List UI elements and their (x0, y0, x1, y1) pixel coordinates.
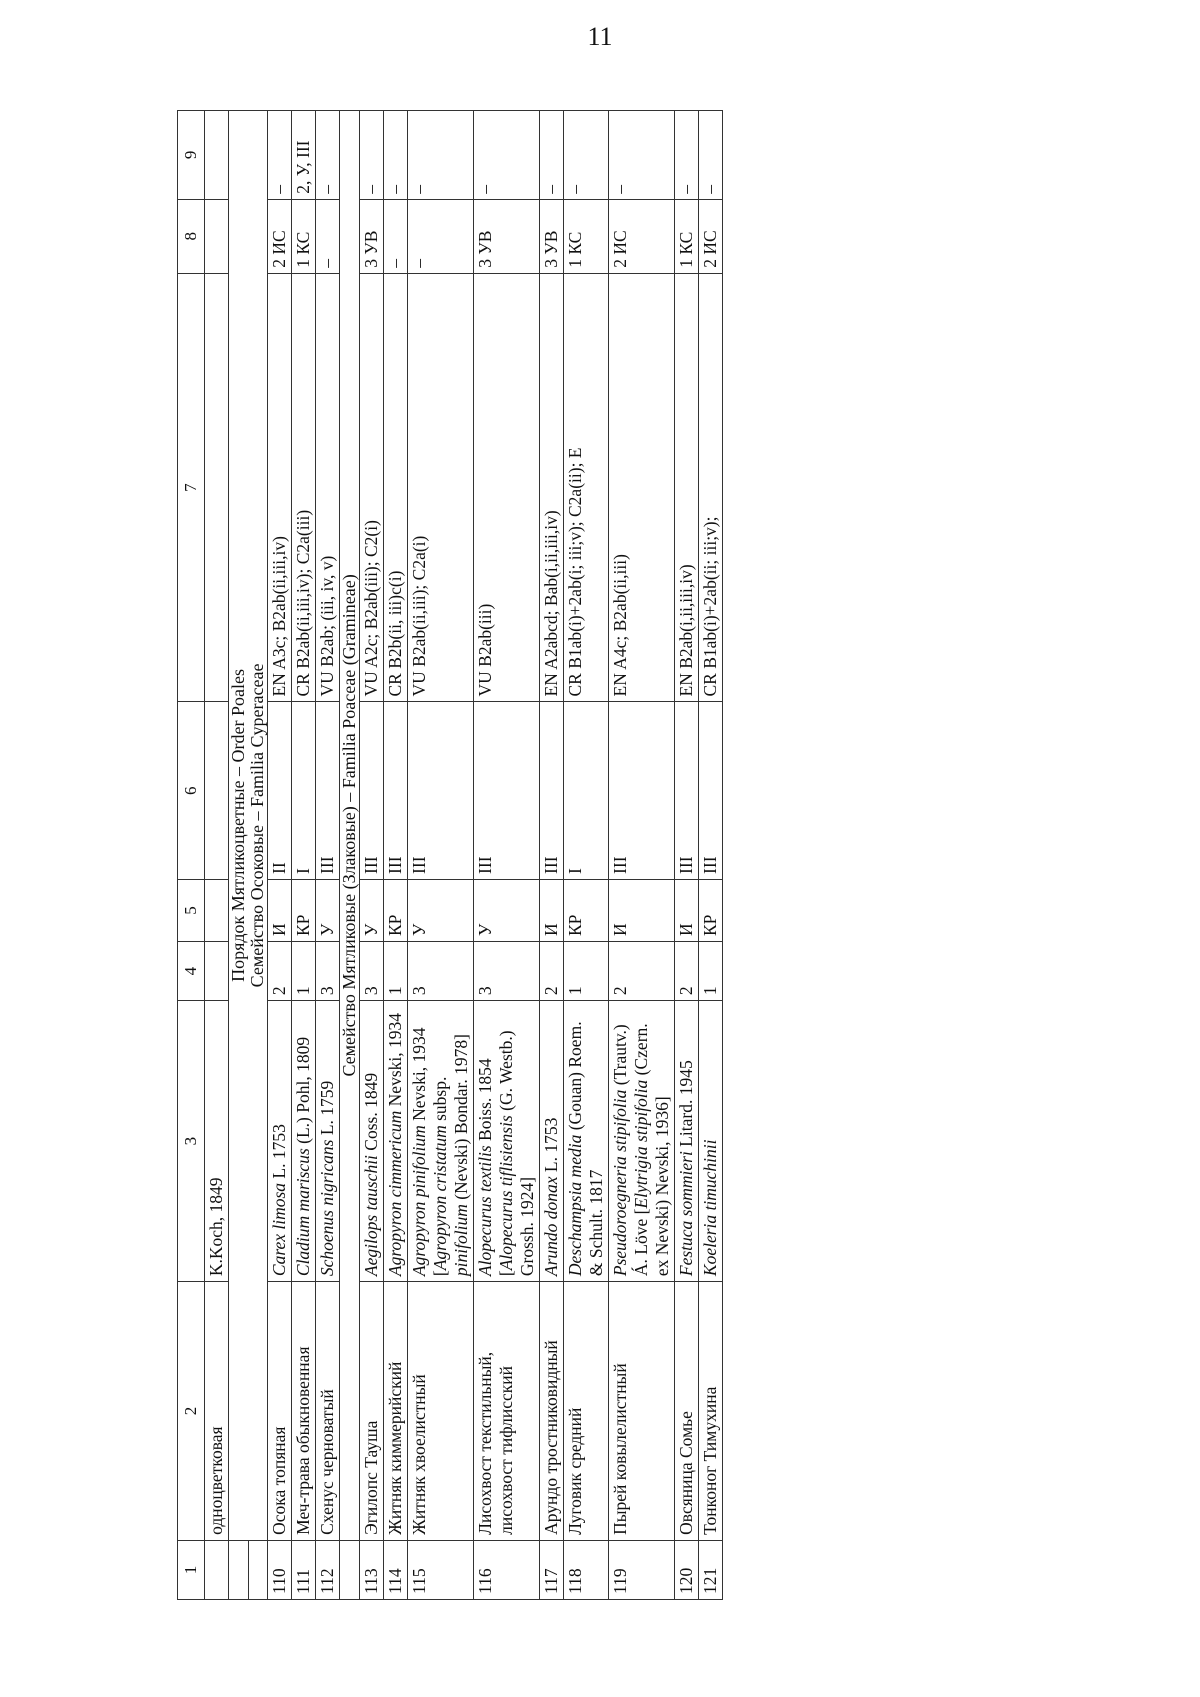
latin-name (540, 1001, 564, 1282)
other-status: – (540, 111, 564, 200)
priority-class: III (474, 702, 540, 879)
iucn-criteria: VU B2ab(iii) (474, 273, 540, 702)
status-code: КР (292, 879, 316, 941)
latin-name-plain: L. 1759 (317, 1080, 338, 1140)
status-code: У (408, 879, 474, 941)
common-name: Овсяница Сомье (675, 1282, 699, 1541)
table-row (474, 111, 540, 1600)
latin-name-plain: subsp. (430, 1076, 451, 1126)
status-code: У (474, 879, 540, 941)
status-code: КР (384, 879, 408, 941)
family-title: Семейство Осоковые – Familia Cyperaceae (248, 111, 267, 1541)
status-code: КР (699, 879, 723, 941)
section-number-cell (340, 1540, 360, 1599)
regional-status: – (316, 199, 340, 273)
section-number-cell (248, 1540, 267, 1599)
latin-name-italic: Carex limosa (269, 1182, 290, 1277)
common-name: Схенус черноватый (316, 1282, 340, 1541)
category-number: 3 (408, 942, 474, 1001)
status-code: КР (564, 879, 609, 941)
priority-class (205, 702, 229, 879)
priority-class: III (699, 702, 723, 879)
table-row (408, 111, 474, 1600)
latin-name (292, 1001, 316, 1282)
iucn-criteria: VU A2c; B2ab(iii); C2(i) (360, 273, 384, 702)
category-number (205, 942, 229, 1001)
row-number: 120 (675, 1540, 699, 1599)
category-number: 3 (360, 942, 384, 1001)
latin-name (564, 1001, 609, 1282)
species-table (177, 110, 723, 1600)
regional-status: 1 КС (675, 199, 699, 273)
latin-name-italic: Festuca sommieri (676, 1151, 697, 1277)
rotated-table-container (177, 110, 1127, 1600)
category-number: 1 (384, 942, 408, 1001)
status-code: У (360, 879, 384, 941)
latin-name-plain: Litard. 1945 (676, 1060, 697, 1152)
common-name: Лисохвост текстильный, лисохвост тифлисский (474, 1282, 540, 1541)
latin-name (360, 1001, 384, 1282)
latin-name-plain: (Nevski) Bondar. 1978] (451, 1034, 472, 1205)
priority-class: I (292, 702, 316, 879)
regional-status: 2 ИС (609, 199, 675, 273)
latin-name-plain: Coss. 1849 (361, 1072, 382, 1156)
regional-status (205, 199, 229, 273)
latin-name-plain: L. 1753 (541, 1117, 562, 1177)
col-header-8: 8 (178, 199, 205, 273)
other-status: – (564, 111, 609, 200)
other-status: 2, У, III (292, 111, 316, 200)
latin-name (408, 1001, 474, 1282)
latin-name-plain: Boiss. 1854 [ (475, 1058, 517, 1277)
latin-name-italic: Koeleria timuchinii (700, 1139, 721, 1277)
other-status: – (360, 111, 384, 200)
common-name: Осока топяная (268, 1282, 292, 1541)
priority-class: III (540, 702, 564, 879)
other-status (205, 111, 229, 200)
priority-class: III (675, 702, 699, 879)
category-number: 1 (564, 942, 609, 1001)
table-row (540, 111, 564, 1600)
status-code: И (540, 879, 564, 941)
regional-status: 2 ИС (268, 199, 292, 273)
col-header-9: 9 (178, 111, 205, 200)
row-number (205, 1540, 229, 1599)
latin-name-italic: Elytrigia stipifolia (631, 1079, 652, 1209)
latin-name-plain: (Gouan) Roem. & Schult. 1817 (565, 1021, 607, 1277)
priority-class: I (564, 702, 609, 879)
latin-name (384, 1001, 408, 1282)
latin-name-plain: (Czern. ex Nevski) Nevski, 1936] (631, 1023, 673, 1277)
row-number: 118 (564, 1540, 609, 1599)
priority-class: III (316, 702, 340, 879)
common-name: одноцветковая (205, 1282, 229, 1541)
table-row (564, 111, 609, 1600)
table-body (178, 111, 723, 1600)
col-header-7: 7 (178, 273, 205, 702)
common-name: Пырей ковылелистный (609, 1282, 675, 1541)
latin-name-plain: Nevski, 1934 [ (409, 1027, 451, 1277)
table-row (292, 111, 316, 1600)
row-number: 112 (316, 1540, 340, 1599)
col-header-5: 5 (178, 879, 205, 941)
page-number: 11 (587, 22, 613, 51)
row-number: 110 (268, 1540, 292, 1599)
latin-name-plain: (Trautv.) Á. Löve [ (610, 1024, 652, 1277)
other-status: – (675, 111, 699, 200)
priority-class: II (268, 702, 292, 879)
iucn-criteria: VU B2ab(ii,iii); C2a(i) (408, 273, 474, 702)
col-header-6: 6 (178, 702, 205, 879)
iucn-criteria (205, 273, 229, 702)
regional-status: 3 УВ (474, 199, 540, 273)
row-number: 117 (540, 1540, 564, 1599)
latin-name-italic: Alopecurus tiflisiensis (496, 1115, 517, 1271)
common-name: Луговик средний (564, 1282, 609, 1541)
latin-name-italic: Cladium mariscus (293, 1148, 314, 1277)
priority-class: III (408, 702, 474, 879)
common-name: Тонконог Тимухина (699, 1282, 723, 1541)
table-row (360, 111, 384, 1600)
regional-status: 1 КС (292, 199, 316, 273)
latin-name-plain: Nevski, 1934 (385, 1013, 406, 1111)
iucn-criteria: CR B1ab(i)+2ab(ii; iii;v); (699, 273, 723, 702)
latin-name-plain: (L.) Pohl, 1809 (293, 1036, 314, 1149)
order-title: Порядок Мятликоцветные – Order Poales (229, 111, 248, 1541)
latin-name-italic: Agropyron cimmericum (385, 1110, 406, 1277)
row-number: 113 (360, 1540, 384, 1599)
latin-name (268, 1001, 292, 1282)
row-number: 121 (699, 1540, 723, 1599)
latin-name-italic: Arundo donax (541, 1176, 562, 1277)
latin-name-italic: Deschampsia media (565, 1134, 586, 1277)
status-code (205, 879, 229, 941)
latin-name-italic: Agropyron pinifolium (409, 1125, 430, 1277)
category-number: 2 (675, 942, 699, 1001)
status-code: И (609, 879, 675, 941)
section-header-row (340, 111, 360, 1600)
regional-status: 3 УВ (360, 199, 384, 273)
iucn-criteria: EN A2abcd; Bab(i,ii,iii,iv) (540, 273, 564, 702)
latin-name-plain: L. 1753 (269, 1124, 290, 1183)
common-name: Житняк хвоелистный (408, 1282, 474, 1541)
other-status: – (316, 111, 340, 200)
latin-name (205, 1001, 229, 1282)
other-status: – (699, 111, 723, 200)
latin-name (675, 1001, 699, 1282)
latin-name-italic: Agropyron cristatum (430, 1125, 451, 1271)
section-header-row (229, 111, 248, 1600)
latin-name (316, 1001, 340, 1282)
latin-name-plain: K.Koch, 1849 (206, 1177, 227, 1277)
latin-name-italic: Schoenus nigricans (317, 1139, 338, 1277)
iucn-criteria: VU B2ab; (iii, iv, v) (316, 273, 340, 702)
latin-name (699, 1001, 723, 1282)
latin-name-italic: Pseudoroegneria stipifolia (610, 1089, 631, 1277)
col-header-1: 1 (178, 1540, 205, 1599)
latin-name-italic: pinifolium (451, 1204, 472, 1277)
column-number-row (178, 111, 205, 1600)
category-number: 2 (609, 942, 675, 1001)
iucn-criteria: EN A3c; B2ab(ii,iii,iv) (268, 273, 292, 702)
other-status: – (408, 111, 474, 200)
section-header-row (248, 111, 267, 1600)
row-number: 116 (474, 1540, 540, 1599)
continued-row (205, 111, 229, 1600)
other-status: – (609, 111, 675, 200)
col-header-3: 3 (178, 1001, 205, 1282)
common-name: Эгилопс Тауша (360, 1282, 384, 1541)
priority-class: III (609, 702, 675, 879)
priority-class: III (384, 702, 408, 879)
col-header-2: 2 (178, 1282, 205, 1541)
col-header-4: 4 (178, 942, 205, 1001)
table-row (384, 111, 408, 1600)
common-name: Житняк киммерийский (384, 1282, 408, 1541)
other-status: – (474, 111, 540, 200)
status-code: И (675, 879, 699, 941)
common-name: Арундо тростниковидный (540, 1282, 564, 1541)
other-status: – (384, 111, 408, 200)
latin-name-plain: (G. Westb.) Grossh. 1924] (496, 1030, 538, 1277)
common-name: Меч-трава обыкновенная (292, 1282, 316, 1541)
regional-status: – (384, 199, 408, 273)
table-row (675, 111, 699, 1600)
table-row (268, 111, 292, 1600)
category-number: 1 (292, 942, 316, 1001)
status-code: И (268, 879, 292, 941)
latin-name (609, 1001, 675, 1282)
latin-name (474, 1001, 540, 1282)
priority-class: III (360, 702, 384, 879)
category-number: 3 (316, 942, 340, 1001)
table-row (699, 111, 723, 1600)
row-number: 114 (384, 1540, 408, 1599)
family-title: Семейство Мятликовые (Злаковые) – Familia Poaceae (Gramineae) (340, 111, 360, 1541)
table-row (316, 111, 340, 1600)
status-code: У (316, 879, 340, 941)
iucn-criteria: CR B1ab(i)+2ab(i; iii;v); C2a(ii); E (564, 273, 609, 702)
regional-status: 1 КС (564, 199, 609, 273)
iucn-criteria: CR B2ab(ii,iii,iv); C2a(iii) (292, 273, 316, 702)
row-number: 115 (408, 1540, 474, 1599)
iucn-criteria: EN B2ab(i,ii,iii,iv) (675, 273, 699, 702)
category-number: 2 (268, 942, 292, 1001)
regional-status: – (408, 199, 474, 273)
regional-status: 3 УВ (540, 199, 564, 273)
table-row (609, 111, 675, 1600)
other-status: – (268, 111, 292, 200)
row-number: 119 (609, 1540, 675, 1599)
category-number: 1 (699, 942, 723, 1001)
latin-name-italic: Alopecurus textilis (475, 1145, 496, 1277)
regional-status: 2 ИС (699, 199, 723, 273)
category-number: 3 (474, 942, 540, 1001)
iucn-criteria: EN A4c; B2ab(ii,iii) (609, 273, 675, 702)
latin-name-italic: Aegilops tauschii (361, 1155, 382, 1277)
section-number-cell (229, 1540, 248, 1599)
row-number: 111 (292, 1540, 316, 1599)
iucn-criteria: CR B2b(ii, iii)c(i) (384, 273, 408, 702)
category-number: 2 (540, 942, 564, 1001)
